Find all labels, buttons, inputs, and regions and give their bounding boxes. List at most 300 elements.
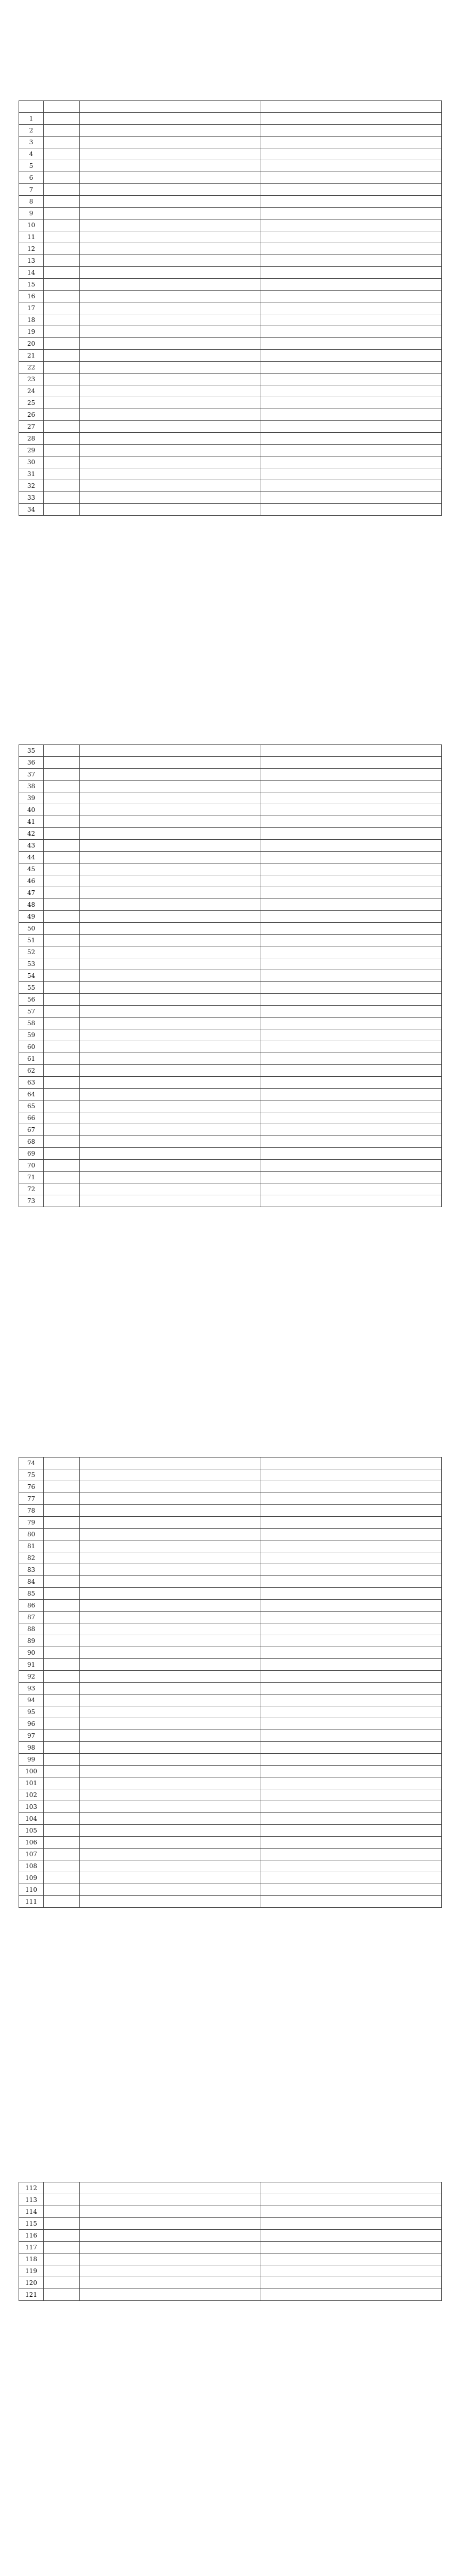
table-row — [19, 852, 442, 863]
row-region — [44, 302, 80, 314]
row-company-name — [260, 1825, 442, 1837]
row-number: 55 — [19, 982, 44, 994]
row-company-name — [260, 1789, 442, 1801]
row-number: 119 — [19, 2265, 44, 2277]
row-company-name — [260, 1124, 442, 1136]
row-project-name — [80, 1505, 260, 1517]
row-company-name — [260, 421, 442, 433]
row-project-name — [80, 137, 260, 148]
row-region — [44, 243, 80, 255]
row-company-name — [260, 1136, 442, 1148]
row-region — [44, 1148, 80, 1160]
row-project-name — [80, 1742, 260, 1754]
row-company-name — [260, 1860, 442, 1872]
row-region — [44, 1837, 80, 1849]
row-company-name — [260, 385, 442, 397]
table-row — [19, 1896, 442, 1908]
table-row — [19, 1623, 442, 1635]
row-region — [44, 2182, 80, 2194]
row-project-name — [80, 2242, 260, 2253]
row-number: 45 — [19, 863, 44, 875]
table-row — [19, 1540, 442, 1552]
table-row — [19, 875, 442, 887]
row-company-name — [260, 1706, 442, 1718]
row-company-name — [260, 2242, 442, 2253]
row-company-name — [260, 745, 442, 757]
row-region — [44, 1564, 80, 1576]
row-region — [44, 1896, 80, 1908]
row-number: 83 — [19, 1564, 44, 1576]
row-number: 20 — [19, 338, 44, 350]
row-company-name — [260, 899, 442, 911]
table-row — [19, 923, 442, 935]
row-company-name — [260, 804, 442, 816]
row-number: 115 — [19, 2218, 44, 2230]
row-company-name — [260, 433, 442, 445]
row-number: 39 — [19, 792, 44, 804]
row-project-name — [80, 1458, 260, 1469]
row-project-name — [80, 994, 260, 1006]
row-number: 114 — [19, 2206, 44, 2218]
table-row — [19, 2265, 442, 2277]
row-region — [44, 279, 80, 291]
project-table — [19, 744, 442, 1207]
table-row — [19, 1172, 442, 1183]
row-project-name — [80, 374, 260, 385]
row-company-name — [260, 828, 442, 840]
row-region — [44, 1694, 80, 1706]
row-project-name — [80, 816, 260, 828]
row-project-name — [80, 1600, 260, 1612]
row-region — [44, 1825, 80, 1837]
row-number: 6 — [19, 172, 44, 184]
table-row — [19, 1517, 442, 1529]
row-region — [44, 958, 80, 970]
table-row — [19, 279, 442, 291]
row-number: 15 — [19, 279, 44, 291]
row-project-name — [80, 1089, 260, 1100]
row-company-name — [260, 911, 442, 923]
row-region — [44, 231, 80, 243]
row-region — [44, 326, 80, 338]
row-company-name — [260, 1600, 442, 1612]
row-company-name — [260, 2253, 442, 2265]
row-number: 31 — [19, 468, 44, 480]
row-company-name — [260, 1552, 442, 1564]
table-row — [19, 1006, 442, 1018]
row-region — [44, 1706, 80, 1718]
row-project-name — [80, 1671, 260, 1683]
column-header-region — [44, 101, 80, 113]
row-company-name — [260, 243, 442, 255]
row-company-name — [260, 2182, 442, 2194]
row-project-name — [80, 326, 260, 338]
row-number: 38 — [19, 781, 44, 792]
row-company-name — [260, 816, 442, 828]
row-company-name — [260, 2289, 442, 2301]
row-region — [44, 2289, 80, 2301]
row-company-name — [260, 409, 442, 421]
row-project-name — [80, 792, 260, 804]
table-page-1 — [19, 100, 441, 516]
row-number: 61 — [19, 1053, 44, 1065]
row-project-name — [80, 2182, 260, 2194]
row-number: 23 — [19, 374, 44, 385]
table-row — [19, 445, 442, 456]
table-row — [19, 781, 442, 792]
row-company-name — [260, 852, 442, 863]
table-row — [19, 243, 442, 255]
table-row — [19, 385, 442, 397]
row-project-name — [80, 757, 260, 769]
row-region — [44, 1112, 80, 1124]
row-company-name — [260, 374, 442, 385]
row-region — [44, 1029, 80, 1041]
table-row — [19, 757, 442, 769]
row-company-name — [260, 267, 442, 279]
table-row — [19, 1872, 442, 1884]
row-company-name — [260, 291, 442, 302]
table-row — [19, 840, 442, 852]
row-region — [44, 1469, 80, 1481]
row-company-name — [260, 196, 442, 208]
row-company-name — [260, 302, 442, 314]
row-region — [44, 362, 80, 374]
row-company-name — [260, 935, 442, 946]
column-header-project — [80, 101, 260, 113]
row-number: 104 — [19, 1813, 44, 1825]
row-number: 77 — [19, 1493, 44, 1505]
row-number: 12 — [19, 243, 44, 255]
row-region — [44, 137, 80, 148]
row-project-name — [80, 504, 260, 516]
row-region — [44, 314, 80, 326]
row-number: 7 — [19, 184, 44, 196]
row-company-name — [260, 219, 442, 231]
row-number: 80 — [19, 1529, 44, 1540]
row-region — [44, 1884, 80, 1896]
row-region — [44, 1041, 80, 1053]
table-row — [19, 1801, 442, 1813]
row-number: 69 — [19, 1148, 44, 1160]
table-row — [19, 899, 442, 911]
row-company-name — [260, 946, 442, 958]
row-company-name — [260, 1837, 442, 1849]
row-number: 74 — [19, 1458, 44, 1469]
row-number: 116 — [19, 2230, 44, 2242]
row-project-name — [80, 769, 260, 781]
row-region — [44, 982, 80, 994]
row-company-name — [260, 1801, 442, 1813]
row-number: 16 — [19, 291, 44, 302]
row-region — [44, 374, 80, 385]
row-number: 84 — [19, 1576, 44, 1588]
row-region — [44, 492, 80, 504]
row-project-name — [80, 492, 260, 504]
table-row — [19, 421, 442, 433]
row-region — [44, 2194, 80, 2206]
row-number: 111 — [19, 1896, 44, 1908]
row-region — [44, 1635, 80, 1647]
row-company-name — [260, 1041, 442, 1053]
row-number: 65 — [19, 1100, 44, 1112]
row-number: 57 — [19, 1006, 44, 1018]
row-region — [44, 1623, 80, 1635]
row-project-name — [80, 899, 260, 911]
row-project-name — [80, 113, 260, 125]
row-number: 9 — [19, 208, 44, 219]
row-project-name — [80, 1124, 260, 1136]
row-number: 120 — [19, 2277, 44, 2289]
row-number: 48 — [19, 899, 44, 911]
row-region — [44, 2218, 80, 2230]
row-number: 56 — [19, 994, 44, 1006]
row-company-name — [260, 2277, 442, 2289]
table-row — [19, 1505, 442, 1517]
table-row — [19, 1612, 442, 1623]
table-row — [19, 1766, 442, 1777]
row-region — [44, 456, 80, 468]
row-company-name — [260, 1029, 442, 1041]
row-company-name — [260, 1659, 442, 1671]
row-project-name — [80, 1160, 260, 1172]
row-region — [44, 2277, 80, 2289]
row-number: 8 — [19, 196, 44, 208]
row-project-name — [80, 911, 260, 923]
row-region — [44, 1860, 80, 1872]
row-region — [44, 2230, 80, 2242]
table-row — [19, 1041, 442, 1053]
row-project-name — [80, 1849, 260, 1860]
row-company-name — [260, 350, 442, 362]
row-region — [44, 1089, 80, 1100]
row-number: 47 — [19, 887, 44, 899]
table-row — [19, 1148, 442, 1160]
row-project-name — [80, 1112, 260, 1124]
row-project-name — [80, 1183, 260, 1195]
row-project-name — [80, 468, 260, 480]
table-row — [19, 1884, 442, 1896]
row-company-name — [260, 160, 442, 172]
row-region — [44, 504, 80, 516]
row-number: 100 — [19, 1766, 44, 1777]
row-company-name — [260, 362, 442, 374]
row-project-name — [80, 1837, 260, 1849]
row-region — [44, 184, 80, 196]
row-project-name — [80, 1813, 260, 1825]
row-project-name — [80, 1683, 260, 1694]
row-project-name — [80, 1635, 260, 1647]
table-row — [19, 994, 442, 1006]
row-region — [44, 1505, 80, 1517]
row-company-name — [260, 1564, 442, 1576]
row-company-name — [260, 184, 442, 196]
row-number: 108 — [19, 1860, 44, 1872]
row-region — [44, 1172, 80, 1183]
row-project-name — [80, 350, 260, 362]
row-project-name — [80, 1136, 260, 1148]
row-project-name — [80, 1469, 260, 1481]
table-row — [19, 148, 442, 160]
row-project-name — [80, 852, 260, 863]
table-row — [19, 397, 442, 409]
table-row — [19, 1742, 442, 1754]
row-number: 112 — [19, 2182, 44, 2194]
table-header-row — [19, 101, 442, 113]
row-project-name — [80, 433, 260, 445]
row-number: 78 — [19, 1505, 44, 1517]
row-region — [44, 1136, 80, 1148]
row-region — [44, 887, 80, 899]
row-number: 107 — [19, 1849, 44, 1860]
row-company-name — [260, 1612, 442, 1623]
row-project-name — [80, 1777, 260, 1789]
table-row — [19, 338, 442, 350]
table-row — [19, 1124, 442, 1136]
row-company-name — [260, 757, 442, 769]
table-row — [19, 160, 442, 172]
row-company-name — [260, 456, 442, 468]
table-row — [19, 970, 442, 982]
table-row — [19, 2289, 442, 2301]
row-company-name — [260, 994, 442, 1006]
row-region — [44, 792, 80, 804]
row-number: 24 — [19, 385, 44, 397]
row-region — [44, 1766, 80, 1777]
table-row — [19, 1730, 442, 1742]
row-region — [44, 1647, 80, 1659]
row-region — [44, 1077, 80, 1089]
table-row — [19, 1694, 442, 1706]
row-company-name — [260, 172, 442, 184]
row-company-name — [260, 1884, 442, 1896]
row-project-name — [80, 1493, 260, 1505]
row-region — [44, 385, 80, 397]
row-project-name — [80, 1077, 260, 1089]
row-project-name — [80, 409, 260, 421]
row-project-name — [80, 887, 260, 899]
table-row — [19, 125, 442, 137]
table-row — [19, 231, 442, 243]
row-project-name — [80, 421, 260, 433]
row-project-name — [80, 1884, 260, 1896]
row-number: 43 — [19, 840, 44, 852]
column-header-company — [260, 101, 442, 113]
row-project-name — [80, 1872, 260, 1884]
table-row — [19, 1481, 442, 1493]
row-number: 81 — [19, 1540, 44, 1552]
row-project-name — [80, 1195, 260, 1207]
table-row — [19, 184, 442, 196]
row-number: 110 — [19, 1884, 44, 1896]
row-number: 68 — [19, 1136, 44, 1148]
row-project-name — [80, 958, 260, 970]
row-company-name — [260, 1777, 442, 1789]
row-project-name — [80, 2206, 260, 2218]
row-company-name — [260, 982, 442, 994]
table-row — [19, 1837, 442, 1849]
row-project-name — [80, 1006, 260, 1018]
row-project-name — [80, 863, 260, 875]
row-company-name — [260, 958, 442, 970]
row-number: 94 — [19, 1694, 44, 1706]
row-project-name — [80, 314, 260, 326]
row-company-name — [260, 480, 442, 492]
row-project-name — [80, 1540, 260, 1552]
row-project-name — [80, 302, 260, 314]
row-company-name — [260, 1742, 442, 1754]
row-region — [44, 781, 80, 792]
row-project-name — [80, 840, 260, 852]
row-company-name — [260, 113, 442, 125]
table-row — [19, 219, 442, 231]
table-row — [19, 745, 442, 757]
table-row — [19, 409, 442, 421]
row-company-name — [260, 1089, 442, 1100]
table-page-2 — [19, 744, 441, 1207]
row-region — [44, 1124, 80, 1136]
table-row — [19, 1647, 442, 1659]
table-row — [19, 828, 442, 840]
row-region — [44, 445, 80, 456]
table-row — [19, 2230, 442, 2242]
row-number: 14 — [19, 267, 44, 279]
row-region — [44, 350, 80, 362]
table-row — [19, 1600, 442, 1612]
row-number: 51 — [19, 935, 44, 946]
row-number: 25 — [19, 397, 44, 409]
row-company-name — [260, 1183, 442, 1195]
row-project-name — [80, 1730, 260, 1742]
table-row — [19, 792, 442, 804]
row-project-name — [80, 1018, 260, 1029]
row-region — [44, 1517, 80, 1529]
table-row — [19, 1493, 442, 1505]
row-project-name — [80, 160, 260, 172]
row-project-name — [80, 1825, 260, 1837]
row-number: 86 — [19, 1600, 44, 1612]
row-company-name — [260, 492, 442, 504]
row-project-name — [80, 1754, 260, 1766]
row-project-name — [80, 362, 260, 374]
row-region — [44, 468, 80, 480]
row-number: 37 — [19, 769, 44, 781]
row-number: 75 — [19, 1469, 44, 1481]
row-number: 66 — [19, 1112, 44, 1124]
row-region — [44, 208, 80, 219]
table-row — [19, 1777, 442, 1789]
table-row — [19, 1576, 442, 1588]
row-company-name — [260, 2265, 442, 2277]
row-company-name — [260, 1754, 442, 1766]
table-row — [19, 326, 442, 338]
row-region — [44, 1053, 80, 1065]
table-row — [19, 255, 442, 267]
table-row — [19, 1671, 442, 1683]
row-region — [44, 1801, 80, 1813]
row-project-name — [80, 1801, 260, 1813]
row-company-name — [260, 279, 442, 291]
row-project-name — [80, 1517, 260, 1529]
row-project-name — [80, 2289, 260, 2301]
row-project-name — [80, 982, 260, 994]
row-number: 103 — [19, 1801, 44, 1813]
table-row — [19, 1683, 442, 1694]
row-project-name — [80, 456, 260, 468]
table-row — [19, 958, 442, 970]
row-number: 102 — [19, 1789, 44, 1801]
column-header-no — [19, 101, 44, 113]
